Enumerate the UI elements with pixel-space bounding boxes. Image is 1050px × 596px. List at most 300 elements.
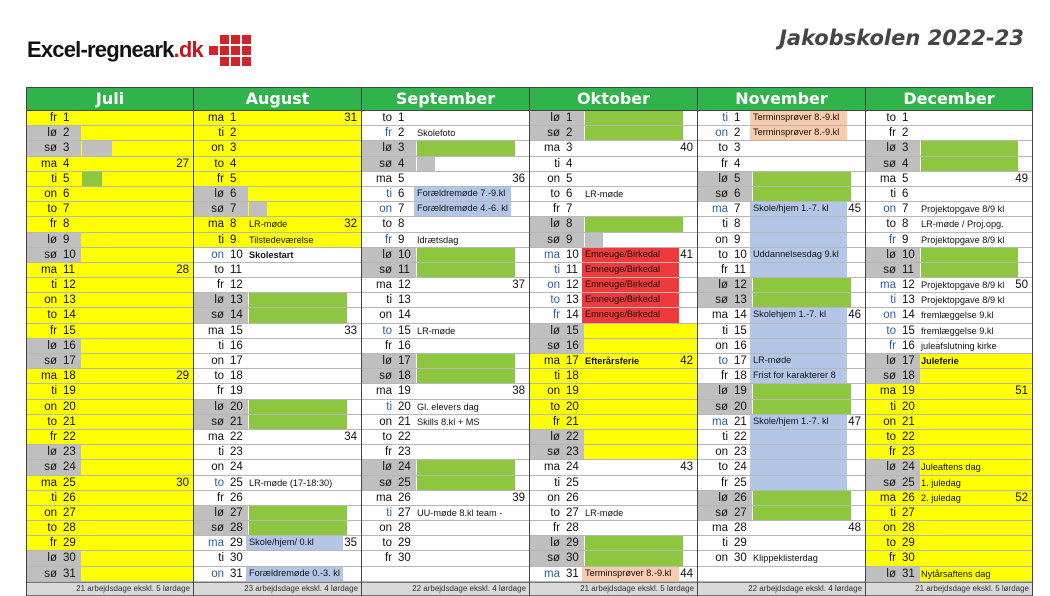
day-row[interactable] (27, 491, 193, 506)
day-row[interactable] (698, 141, 865, 156)
weekday-label: fr (49, 430, 57, 443)
day-row[interactable] (698, 278, 865, 293)
day-row[interactable] (866, 400, 1032, 415)
day-row[interactable] (530, 339, 697, 354)
day-row[interactable] (194, 248, 361, 263)
weekday-label: sø (194, 415, 228, 429)
day-row[interactable] (27, 202, 193, 217)
day-row[interactable] (866, 445, 1032, 460)
week-number: 37 (512, 279, 525, 292)
day-row[interactable] (698, 157, 865, 172)
day-row[interactable] (530, 521, 697, 536)
day-row[interactable] (194, 339, 361, 354)
day-row[interactable] (194, 157, 361, 172)
logo-grid-icon (209, 35, 251, 66)
date-number: 20 (63, 400, 76, 413)
day-row[interactable] (362, 278, 529, 293)
day-row[interactable] (27, 567, 193, 582)
day-row[interactable] (530, 141, 697, 156)
day-row[interactable] (866, 460, 1032, 475)
weekday-label: to (214, 263, 224, 276)
day-row[interactable] (362, 141, 529, 156)
day-row[interactable] (866, 172, 1032, 187)
day-row[interactable] (362, 445, 529, 460)
day-row[interactable] (27, 172, 193, 187)
day-row[interactable] (362, 308, 529, 323)
day-row[interactable] (866, 521, 1032, 536)
day-row[interactable] (698, 339, 865, 354)
day-row[interactable] (27, 248, 193, 263)
date-number: 5 (398, 172, 405, 185)
day-row[interactable] (698, 293, 865, 308)
day-row[interactable] (866, 202, 1032, 217)
day-row[interactable] (194, 521, 361, 536)
day-row[interactable] (27, 217, 193, 232)
weekday-label: ma (208, 324, 224, 337)
weekday-label: sø (27, 248, 61, 262)
day-row[interactable] (866, 248, 1032, 263)
date-number: 12 (398, 279, 411, 292)
day-row[interactable] (530, 263, 697, 278)
day-row[interactable] (362, 248, 529, 263)
day-row[interactable] (698, 172, 865, 187)
day-row[interactable] (27, 233, 193, 248)
day-row[interactable] (27, 293, 193, 308)
weekday-label: to (382, 218, 392, 231)
date-number: 20 (230, 400, 243, 413)
day-row[interactable] (866, 187, 1032, 202)
day-row[interactable] (530, 293, 697, 308)
day-row[interactable] (866, 217, 1032, 232)
day-row[interactable] (866, 157, 1032, 172)
date-number: 7 (566, 203, 573, 216)
day-row[interactable] (530, 278, 697, 293)
day-row[interactable] (194, 187, 361, 202)
day-row[interactable] (530, 445, 697, 460)
date-number: 11 (63, 263, 75, 276)
day-row[interactable] (27, 400, 193, 415)
day-row[interactable] (27, 308, 193, 323)
event-label: Forældremøde 7.-9.kl (414, 187, 511, 201)
day-row[interactable] (698, 551, 865, 566)
day-row[interactable] (194, 551, 361, 566)
day-row[interactable] (530, 551, 697, 566)
weekday-label: to (550, 187, 560, 200)
day-row[interactable] (194, 354, 361, 369)
day-row[interactable] (27, 111, 193, 126)
day-row[interactable] (530, 172, 697, 187)
day-row[interactable] (698, 217, 865, 232)
event-label: Emneuge/Birkedal (582, 293, 679, 307)
weekday-label: on (883, 522, 896, 535)
day-row[interactable] (362, 263, 529, 278)
day-row[interactable] (698, 536, 865, 551)
day-row[interactable] (194, 308, 361, 323)
day-row[interactable] (27, 354, 193, 369)
day-row[interactable] (27, 551, 193, 566)
day-row[interactable] (194, 369, 361, 384)
weekday-label: ti (386, 294, 392, 307)
day-row[interactable] (866, 415, 1032, 430)
month-header: December (866, 87, 1032, 111)
weekday-label: on (211, 567, 224, 580)
date-number: 22 (566, 430, 579, 443)
date-number: 20 (398, 400, 411, 413)
date-number: 3 (398, 142, 405, 155)
day-row[interactable] (698, 202, 865, 217)
day-row[interactable] (866, 126, 1032, 141)
day-row[interactable] (194, 460, 361, 475)
day-row[interactable] (27, 324, 193, 339)
day-row[interactable] (362, 460, 529, 475)
weekday-label: to (886, 218, 896, 231)
day-row[interactable] (530, 308, 697, 323)
day-row[interactable] (698, 324, 865, 339)
day-row[interactable] (866, 354, 1032, 369)
day-row[interactable] (362, 217, 529, 232)
day-fill (585, 217, 683, 231)
date-number: 12 (63, 279, 76, 292)
weekday-label: fr (384, 446, 392, 459)
day-row[interactable] (194, 172, 361, 187)
day-fill (417, 141, 515, 155)
date-number: 13 (734, 294, 747, 307)
day-row[interactable] (27, 187, 193, 202)
day-row[interactable] (194, 278, 361, 293)
day-row[interactable] (530, 400, 697, 415)
weekday-label: to (382, 430, 392, 443)
date-number: 8 (734, 218, 741, 231)
date-number: 25 (734, 476, 747, 489)
day-row[interactable] (698, 476, 865, 491)
date-number: 16 (398, 339, 411, 352)
day-row[interactable] (27, 339, 193, 354)
day-row[interactable] (530, 202, 697, 217)
date-number: 8 (230, 218, 237, 231)
weekday-label: on (547, 385, 560, 398)
week-number: 43 (680, 461, 693, 474)
week-number: 28 (176, 263, 189, 276)
event-label: LR-møde (585, 188, 624, 199)
day-row[interactable] (530, 187, 697, 202)
day-row[interactable] (866, 324, 1032, 339)
date-number: 9 (566, 233, 573, 246)
day-row[interactable] (698, 233, 865, 248)
date-number: 18 (566, 370, 579, 383)
weekday-label: lø (698, 172, 732, 186)
month-header: Oktober (530, 87, 697, 111)
weekday-label: fr (720, 476, 728, 489)
day-row[interactable] (866, 293, 1032, 308)
date-number: 2 (902, 127, 909, 140)
day-fill (249, 202, 267, 216)
day-row[interactable] (698, 308, 865, 323)
weekday-label: fr (216, 385, 224, 398)
event-label: Klippeklisterdag (753, 553, 818, 564)
day-row[interactable] (27, 521, 193, 536)
day-row[interactable] (194, 506, 361, 521)
day-row[interactable] (362, 126, 529, 141)
day-row[interactable] (27, 506, 193, 521)
date-number: 24 (63, 461, 76, 474)
day-row[interactable] (27, 476, 193, 491)
day-row[interactable] (27, 126, 193, 141)
weekday-label: fr (888, 339, 896, 352)
day-row[interactable] (530, 354, 697, 369)
day-row[interactable] (698, 369, 865, 384)
day-row[interactable] (530, 233, 697, 248)
day-row[interactable] (362, 157, 529, 172)
day-row[interactable] (698, 445, 865, 460)
day-row[interactable] (362, 111, 529, 126)
day-row[interactable] (362, 339, 529, 354)
day-row[interactable] (194, 217, 361, 232)
day-row[interactable] (530, 126, 697, 141)
date-number: 29 (398, 537, 411, 550)
day-row[interactable] (27, 369, 193, 384)
day-row[interactable] (362, 430, 529, 445)
month-column-december (866, 87, 1033, 596)
day-row[interactable] (866, 430, 1032, 445)
day-row[interactable] (698, 460, 865, 475)
day-row[interactable] (530, 248, 697, 263)
date-number: 14 (63, 309, 76, 322)
day-row[interactable] (194, 491, 361, 506)
day-row[interactable] (698, 248, 865, 263)
day-row[interactable] (866, 308, 1032, 323)
day-row[interactable] (866, 491, 1032, 506)
date-number: 20 (902, 400, 915, 413)
day-row[interactable] (362, 172, 529, 187)
date-number: 10 (63, 248, 76, 261)
month-column-november (698, 87, 866, 596)
day-row[interactable] (194, 263, 361, 278)
day-row[interactable] (698, 415, 865, 430)
weekday-label: on (547, 279, 560, 292)
date-number: 26 (230, 491, 243, 504)
date-number: 8 (902, 218, 909, 231)
day-row[interactable] (866, 536, 1032, 551)
day-row[interactable] (530, 476, 697, 491)
day-row[interactable] (530, 415, 697, 430)
event-label: 1. juledag (921, 477, 961, 488)
day-row[interactable] (362, 491, 529, 506)
day-row[interactable] (194, 400, 361, 415)
day-row[interactable] (27, 278, 193, 293)
day-row[interactable] (530, 384, 697, 399)
weekday-label: sø (194, 202, 228, 216)
weekday-label: on (715, 552, 728, 565)
day-row[interactable] (362, 415, 529, 430)
day-row[interactable] (362, 536, 529, 551)
event-label: Frist for karakterer 8 (750, 369, 847, 383)
day-row[interactable] (698, 506, 865, 521)
day-row[interactable] (698, 263, 865, 278)
day-row[interactable] (530, 506, 697, 521)
day-row[interactable] (698, 384, 865, 399)
date-number: 3 (902, 142, 909, 155)
event-label: Forældremøde 0.-3. kl (246, 567, 343, 581)
weekday-label: lø (530, 217, 564, 231)
date-number: 23 (230, 446, 243, 459)
week-number: 29 (176, 370, 189, 383)
weekday-label: to (550, 400, 560, 413)
event-label (750, 217, 847, 231)
date-number: 10 (566, 248, 579, 261)
weekday-label: on (379, 309, 392, 322)
date-number: 4 (566, 157, 573, 170)
day-row[interactable] (362, 187, 529, 202)
day-row[interactable] (194, 202, 361, 217)
day-row[interactable] (530, 567, 697, 582)
day-row[interactable] (27, 141, 193, 156)
day-row[interactable] (530, 324, 697, 339)
day-row[interactable] (530, 536, 697, 551)
day-row[interactable] (194, 141, 361, 156)
day-row[interactable] (194, 233, 361, 248)
weekday-label: lø (194, 400, 228, 414)
day-row[interactable] (530, 111, 697, 126)
day-fill (585, 233, 603, 247)
day-row[interactable] (27, 157, 193, 172)
day-row[interactable] (194, 415, 361, 430)
weekday-label: fr (384, 127, 392, 140)
day-row[interactable] (866, 111, 1032, 126)
day-row[interactable] (362, 567, 529, 582)
day-row[interactable] (362, 506, 529, 521)
day-row[interactable] (866, 233, 1032, 248)
day-row[interactable] (698, 430, 865, 445)
weekday-label: sø (866, 263, 900, 277)
weekday-label: to (886, 324, 896, 337)
weekday-label: sø (698, 187, 732, 201)
day-fill (249, 415, 347, 429)
day-row[interactable] (194, 430, 361, 445)
day-row[interactable] (698, 521, 865, 536)
day-row[interactable] (530, 369, 697, 384)
event-label: LR-møde / Proj.opg. (921, 219, 1004, 230)
day-row[interactable] (866, 551, 1032, 566)
day-row[interactable] (27, 536, 193, 551)
event-label: juleafslutning kirke (921, 340, 997, 351)
day-row[interactable] (698, 491, 865, 506)
day-row[interactable] (194, 324, 361, 339)
day-row[interactable] (362, 369, 529, 384)
weekday-label: ma (712, 309, 728, 322)
week-number: 47 (848, 415, 861, 428)
day-row[interactable] (194, 476, 361, 491)
day-row[interactable] (362, 384, 529, 399)
day-row[interactable] (362, 233, 529, 248)
date-number: 5 (902, 172, 909, 185)
day-row[interactable] (362, 324, 529, 339)
day-row[interactable] (698, 567, 865, 582)
date-number: 3 (734, 142, 741, 155)
day-fill (249, 293, 347, 307)
day-row[interactable] (698, 126, 865, 141)
date-number: 9 (230, 233, 237, 246)
event-label: LR-møde (417, 325, 456, 336)
weekday-label: fr (720, 157, 728, 170)
weekday-label: ti (554, 263, 560, 276)
day-row[interactable] (362, 293, 529, 308)
day-row[interactable] (194, 293, 361, 308)
day-row[interactable] (194, 126, 361, 141)
day-row[interactable] (866, 384, 1032, 399)
date-number: 28 (230, 522, 243, 535)
day-row[interactable] (194, 567, 361, 582)
day-fill (249, 400, 347, 414)
day-row[interactable] (362, 400, 529, 415)
day-row[interactable] (362, 202, 529, 217)
date-number: 23 (566, 446, 579, 459)
event-label: Forældremøde 4.-6. kl (414, 202, 511, 216)
day-row[interactable] (866, 476, 1032, 491)
day-fill (417, 263, 515, 277)
date-number: 10 (398, 248, 411, 261)
day-row[interactable] (698, 187, 865, 202)
day-row[interactable] (698, 111, 865, 126)
weekday-label: on (883, 309, 896, 322)
day-row[interactable] (27, 460, 193, 475)
weekday-label: to (886, 112, 896, 124)
day-row[interactable] (530, 430, 697, 445)
weekday-label: sø (698, 506, 732, 520)
day-row[interactable] (530, 460, 697, 475)
week-number: 33 (344, 324, 357, 337)
date-number: 5 (230, 172, 237, 185)
day-row[interactable] (698, 354, 865, 369)
day-row[interactable] (27, 430, 193, 445)
weekday-label: to (718, 248, 728, 261)
day-row[interactable] (530, 217, 697, 232)
day-row[interactable] (194, 384, 361, 399)
day-row[interactable] (866, 506, 1032, 521)
day-row[interactable] (530, 157, 697, 172)
day-row[interactable] (362, 354, 529, 369)
day-row[interactable] (866, 369, 1032, 384)
day-row[interactable] (27, 384, 193, 399)
day-row[interactable] (194, 111, 361, 126)
day-row[interactable] (866, 339, 1032, 354)
day-row[interactable] (530, 491, 697, 506)
day-row[interactable] (362, 551, 529, 566)
weekday-label: sø (362, 369, 396, 383)
date-number: 10 (902, 248, 915, 261)
weekday-label: ti (386, 187, 392, 200)
weekday-label: fr (552, 415, 560, 428)
weekday-label: lø (27, 126, 61, 140)
day-row[interactable] (362, 476, 529, 491)
day-row[interactable] (866, 263, 1032, 278)
day-row[interactable] (27, 415, 193, 430)
day-row[interactable] (866, 141, 1032, 156)
event-label: Skolehjem 1.-7. kl (750, 308, 847, 322)
month-column-september (362, 87, 530, 596)
day-row[interactable] (866, 567, 1032, 582)
week-number: 27 (176, 157, 189, 170)
weekday-label: ma (880, 279, 896, 292)
weekday-label: ma (712, 415, 728, 428)
day-row[interactable] (27, 263, 193, 278)
day-row[interactable] (194, 536, 361, 551)
day-row[interactable] (194, 445, 361, 460)
weekday-label: lø (698, 491, 732, 505)
day-row[interactable] (698, 400, 865, 415)
day-row[interactable] (362, 521, 529, 536)
day-row[interactable] (27, 445, 193, 460)
day-row[interactable] (866, 278, 1032, 293)
